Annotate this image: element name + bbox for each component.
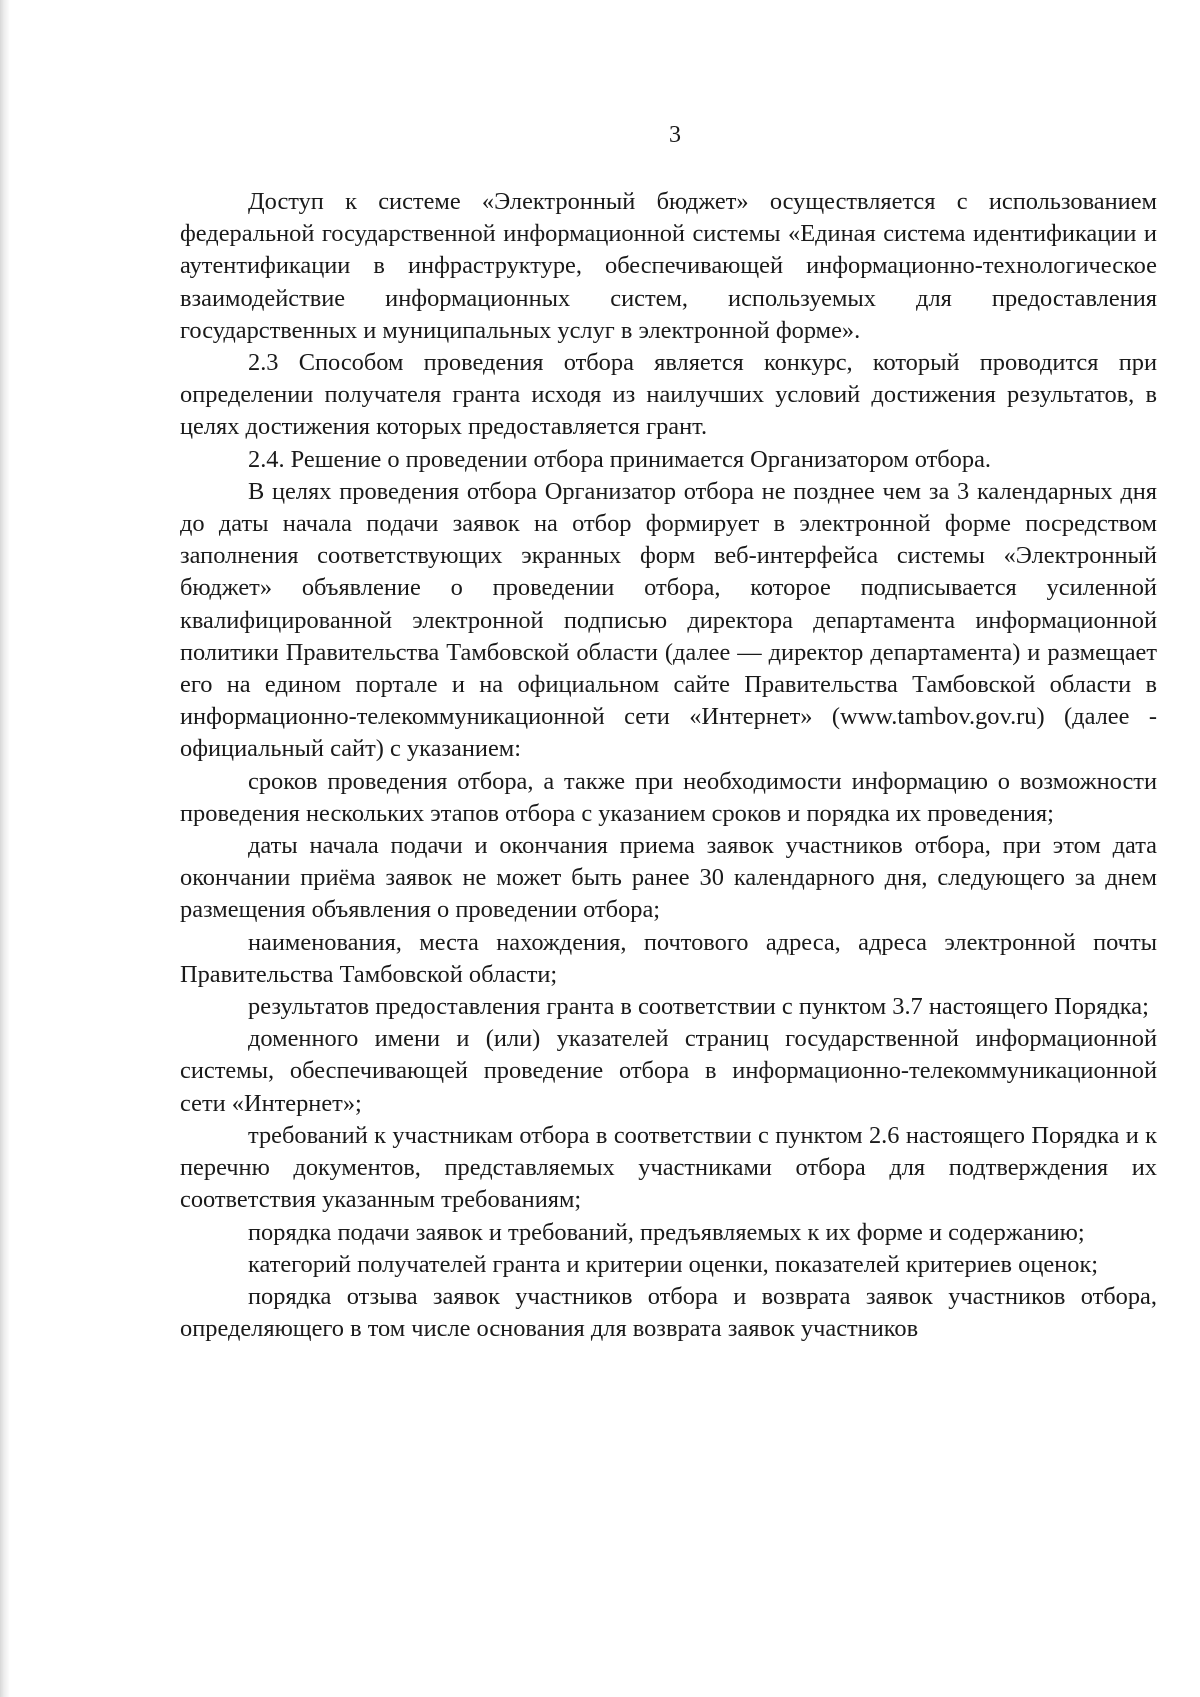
scan-edge-shadow [0,0,10,1697]
list-item-application-withdrawal: порядка отзыва заявок участников отбора и возврата заявок участников отбора, определяющего в том числе основания для возврата заявок участников [180,1282,1157,1343]
paragraph-selection-announcement: В целях проведения отбора Организатор отбора не позднее чем за 3 календарных дня до даты начала подачи заявок на отбор формирует в электронной форме посредством заполнения соответствующих экранных форм веб-интерфейса системы «Электронный бюджет» объявление о проведении отбора, которое подписывается усиленной квалифицированной электронной подписью директора департамента информационной политики Правительства Тамбовской области (далее — директор департамента) и размещает его на едином портале и на официальном сайте Правительства Тамбовской области в информационно-телекоммуникационной сети «Интернет» (www.tambov.gov.ru) (далее - официальный сайт) с указанием: [180,477,1157,763]
page-number: 3 [669,122,681,148]
list-item-government-contacts: наименования, места нахождения, почтового адреса, адреса электронной почты Правительства Тамбовской области; [180,928,1157,988]
document-body [180,186,1157,1345]
paragraph-2-4-selection-decision: 2.4. Решение о проведении отбора принимается Организатором отбора. [248,445,991,473]
list-item-participant-requirements: требований к участникам отбора в соответствии с пунктом 2.6 настоящего Порядка и к перечню документов, представляемых участниками отбора для подтверждения их соответствия указанным требованиям; [180,1121,1157,1214]
list-item-domain-name: доменного имени и (или) указателей страниц государственной информационной системы, обеспечивающей проведение отбора в информационно-телекоммуникационной сети «Интернет»; [180,1025,1157,1117]
paragraph-electronic-budget-access: Доступ к системе «Электронный бюджет» осуществляется с использованием федеральной государственной информационной системы «Единая система идентификации и аутентификации в инфраструктуре, обеспечивающей информационно-технологическое взаимодействие информационных систем, используемых для предоставления государственных и муниципальных услуг в электронной форме». [180,188,1157,344]
list-item-recipient-categories: категорий получателей гранта и критерии оценки, показателей критериев оценок; [248,1250,1099,1278]
list-item-selection-terms: сроков проведения отбора, а также при необходимости информацию о возможности проведения нескольких этапов отбора с указанием сроков и порядка их проведения; [180,767,1157,827]
list-item-application-procedure: порядка подачи заявок и требований, предъявляемых к их форме и содержанию; [248,1218,1085,1246]
paragraph-2-3-selection-method: 2.3 Способом проведения отбора является конкурс, который проводится при определении получателя гранта исходя из наилучших условий достижения результатов, в целях достижения которых предоставляется грант. [180,349,1157,441]
list-item-grant-results: результатов предоставления гранта в соответствии с пунктом 3.7 настоящего Порядка; [248,993,1149,1021]
list-item-application-dates: даты начала подачи и окончания приема заявок участников отбора, при этом дата окончании приёма заявок не может быть ранее 30 календарного дня, следующего за днем размещения объявления о проведении отбора; [180,832,1157,924]
